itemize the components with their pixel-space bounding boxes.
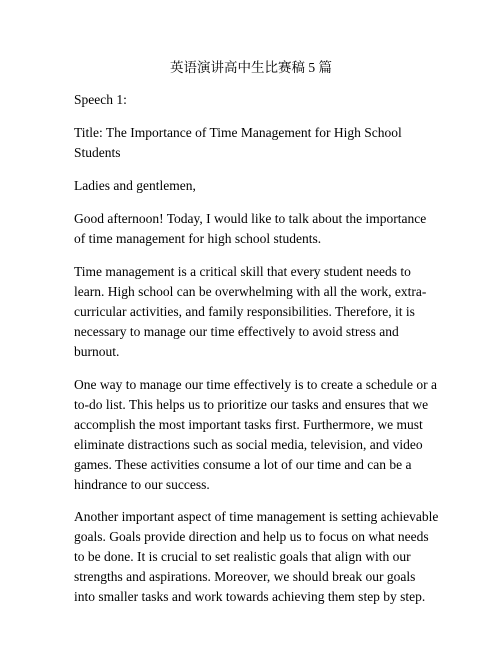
text-line: goals. Goals provide direction and help us to focus on what needs: [74, 529, 429, 544]
text-line: hindrance to our success.: [74, 477, 210, 492]
text-line: necessary to manage our time effectively to avoid stress and: [74, 324, 399, 339]
salutation: [74, 176, 436, 196]
paragraph: [74, 209, 436, 249]
paragraph: [74, 262, 436, 362]
text-line: One way to manage our time effectively is to create a schedule or a: [74, 377, 437, 392]
text-line: Students: [74, 145, 121, 160]
speech-title: [74, 123, 436, 163]
text-line: Another important aspect of time management is setting achievable: [74, 509, 439, 524]
paragraph: [74, 375, 436, 495]
text-line: burnout.: [74, 344, 120, 359]
text-line: curricular activities, and family responsibilities. Therefore, it is: [74, 304, 415, 319]
paragraph: [74, 507, 439, 607]
text-line: learn. High school can be overwhelming with all the work, extra-: [74, 284, 427, 299]
text-line: Speech 1:: [74, 92, 127, 107]
text-line: into smaller tasks and work towards achieving them step by step.: [74, 589, 426, 604]
speech-label: [74, 90, 436, 110]
text-line: games. These activities consume a lot of our time and can be a: [74, 457, 412, 472]
text-line: accomplish the most important tasks first. Furthermore, we must: [74, 417, 423, 432]
text-line: Good afternoon! Today, I would like to talk about the importance: [74, 211, 427, 226]
text-line: to-do list. This helps us to prioritize our tasks and ensures that we: [74, 397, 429, 412]
text-line: of time management for high school students.: [74, 231, 322, 246]
text-line: strengths and aspirations. Moreover, we should break our goals: [74, 569, 416, 584]
text-line: to be done. It is crucial to set realistic goals that align with our: [74, 549, 411, 564]
text-line: Title: The Importance of Time Management for High School: [74, 125, 402, 140]
text-line: eliminate distractions such as social media, television, and video: [74, 437, 423, 452]
document-title: 英语演讲高中生比赛稿 5 篇: [170, 60, 332, 75]
text-line: Ladies and gentlemen,: [74, 178, 196, 193]
text-line: Time management is a critical skill that every student needs to: [74, 264, 411, 279]
